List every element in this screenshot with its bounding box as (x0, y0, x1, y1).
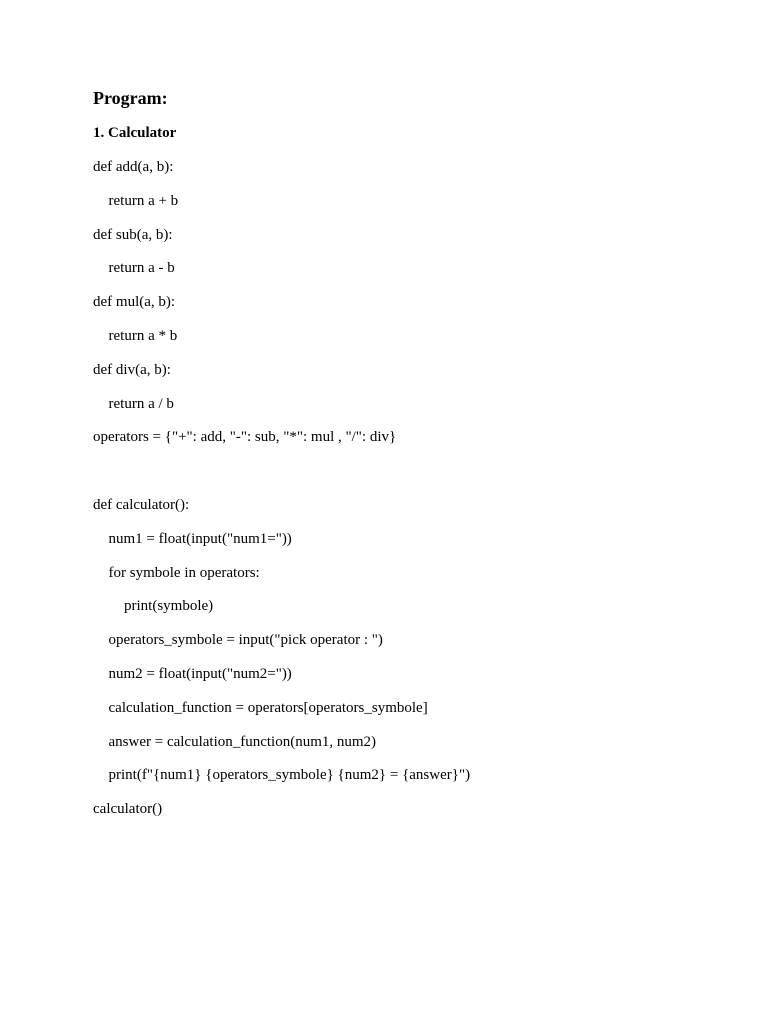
code-line: print(symbole) (124, 598, 214, 615)
code-line: num2 = float(input("num2=")) (108, 665, 292, 682)
code-line: num1 = float(input("num1=")) (108, 530, 292, 547)
code-line: def div(a, b): (93, 361, 171, 378)
code-listing (93, 158, 470, 834)
code-line: answer = calculation_function(num1, num2) (108, 733, 377, 750)
code-line: return a / b (108, 395, 174, 412)
code-line: return a * b (108, 327, 178, 344)
code-line: def mul(a, b): (93, 294, 176, 311)
code-line: calculation_function = operators[operators_symbole] (108, 699, 428, 716)
code-line: def sub(a, b): (93, 226, 173, 243)
code-line: operators_symbole = input("pick operator : ") (108, 632, 383, 649)
code-line: return a + b (108, 192, 179, 209)
code-line: for symbole in operators: (108, 564, 260, 581)
section-heading: 1. Calculator (93, 125, 177, 141)
code-line: calculator() (93, 801, 163, 818)
code-line: print(f"{num1} {operators_symbole} {num2} = {answer}") (108, 767, 471, 784)
code-line: return a - b (108, 260, 175, 277)
code-line: operators = {"+": add, "-": sub, "*": mul , "/": div} (93, 429, 397, 446)
code-line: def calculator(): (93, 496, 190, 513)
code-line: def add(a, b): (93, 159, 174, 175)
page-heading: Program: (93, 88, 168, 108)
code-line (93, 462, 470, 496)
